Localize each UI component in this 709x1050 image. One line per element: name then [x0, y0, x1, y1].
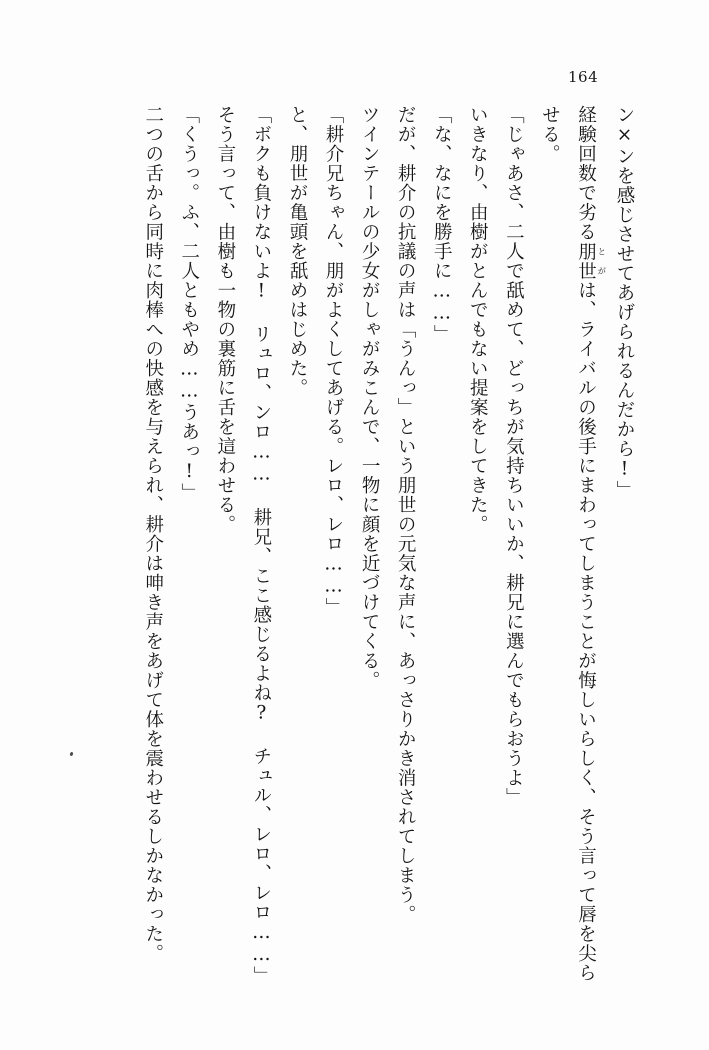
ruby-annotation: 朋世 とが — [575, 241, 606, 281]
paragraph: そう言って、由樹も一物の裏筋に舌を這わせる。 — [214, 105, 236, 534]
paragraph: 「ボクも負けないよ! リュロ、ンロ…… 耕兄、ここ感じるよね? チュル、レロ、レロ……」 — [250, 105, 272, 986]
page-number: 164 — [568, 68, 599, 86]
page-body-text — [62, 105, 642, 985]
paragraph: 二つの舌から同時に肉棒への快感を与えられ、耕介は呻き声をあげて体を震わせるしかなかった。 — [142, 105, 164, 963]
paragraph: ツインテールの少女がしゃがみこんで、一物に顔を近づけてくる。 — [359, 105, 381, 690]
paragraph: だが、耕介の抗議の声は「うんっ」という朋世の元気な声に、あっさりかき消されてしまう。 — [395, 105, 417, 924]
paragraph: 「な、なにを勝手に……」 — [431, 105, 453, 344]
paragraph: いきなり、由樹がとんでもない提案をしてきた。 — [467, 105, 489, 534]
paragraph: 「耕介兄ちゃん、朋がよくしてあげる。レロ、レロ……」 — [323, 105, 344, 617]
paragraph: と、朋世が亀頭を舐めはじめた。 — [286, 105, 308, 398]
paragraph: ン×ンを感じさせてあげられるんだから!」 — [614, 105, 635, 500]
paragraph: 「じゃあさ、二人で舐めて、どっちが気持ちいいか、耕兄に選んでもらおうよ」 — [503, 105, 525, 807]
paragraph: 「くうっ。ふ、二人ともやめ……うあっ!」 — [178, 105, 200, 503]
paragraph: 経験回数で劣る朋世 とがは、ライバルの後手にまわってしまうことが悔しいらしく、そう言って唇を尖らせる。 — [539, 105, 606, 983]
